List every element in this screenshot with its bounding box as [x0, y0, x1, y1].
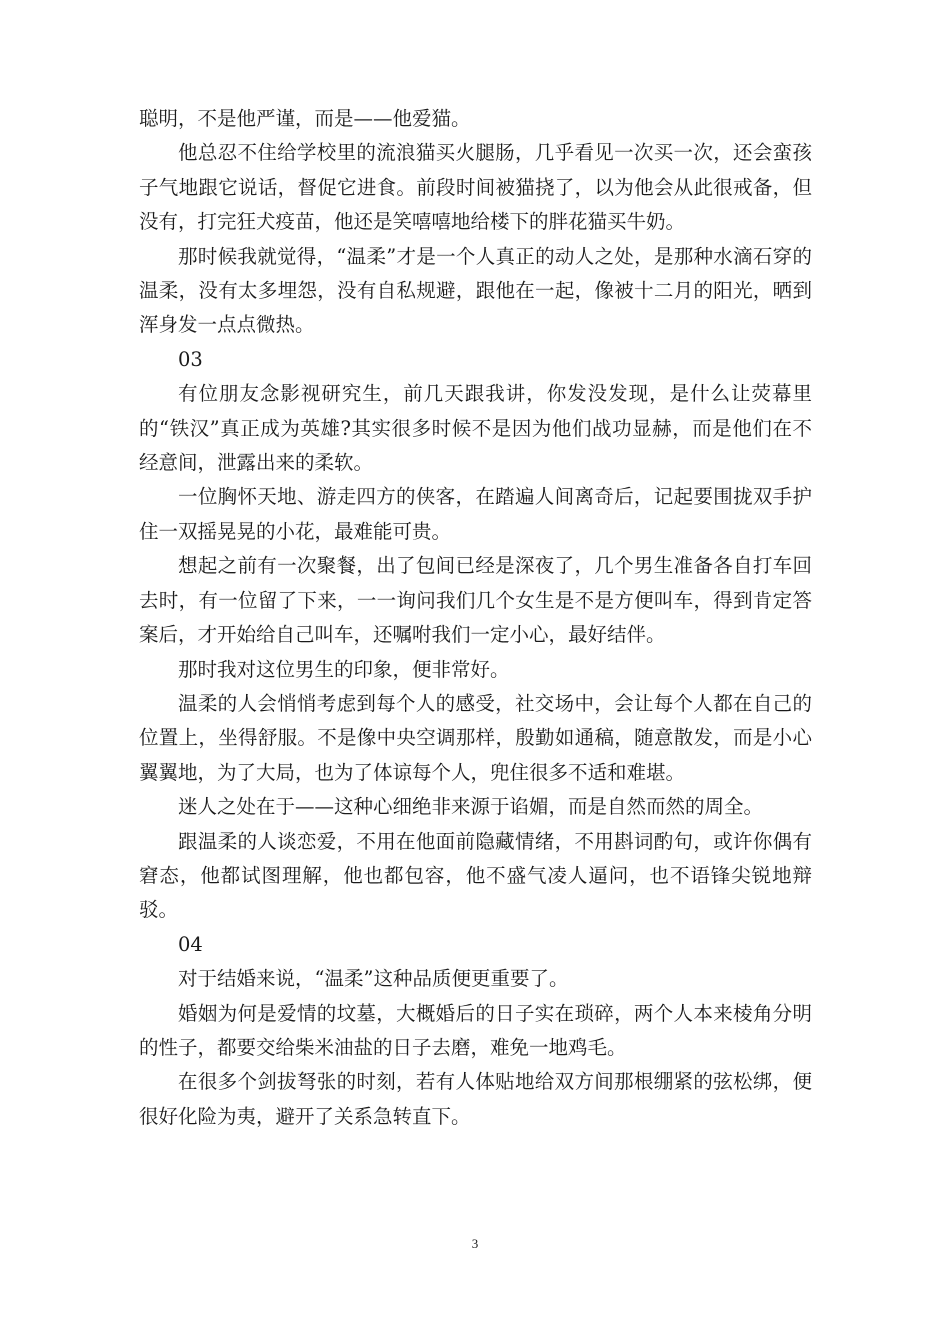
paragraph: 那时候我就觉得，“温柔”才是一个人真正的动人之处，是那种水滴石穿的温柔，没有太多埋怨，没有自私规避，跟他在一起，像被十二月的阳光，晒到浑身发一点点微热。	[139, 244, 812, 337]
paragraph: 他总忍不住给学校里的流浪猫买火腿肠，几乎看见一次买一次，还会蛮孩子气地跟它说话，督促它进食。前段时间被猫挠了，以为他会从此很戒备，但没有，打完狂犬疫苗，他还是笑嘻嘻地给楼下的胖花猫买牛奶。	[139, 141, 812, 234]
paragraph: 想起之前有一次聚餐，出了包间已经是深夜了，几个男生准备各自打车回去时，有一位留了下来，一一询问我们几个女生是不是方便叫车，得到肯定答案后，才开始给自己叫车，还嘱咐我们一定小心，最好结伴。	[139, 554, 812, 647]
paragraph: 婚姻为何是爱情的坟墓，大概婚后的日子实在琐碎，两个人本来棱角分明的性子，都要交给柴米油盐的日子去磨，难免一地鸡毛。	[139, 1001, 812, 1059]
section-number: 03	[178, 347, 203, 371]
paragraph: 对于结婚来说，“温柔”这种品质便更重要了。	[178, 967, 569, 991]
section-number: 04	[178, 932, 203, 956]
paragraph: 一位胸怀天地、游走四方的侠客，在踏遍人间离奇后，记起要围拢双手护住一双摇晃晃的小花，最难能可贵。	[139, 485, 812, 543]
paragraph: 那时我对这位男生的印象，便非常好。	[178, 657, 510, 681]
paragraph: 迷人之处在于——这种心细绝非来源于谄媚，而是自然而然的周全。	[178, 795, 764, 819]
document-body	[139, 102, 812, 1134]
page-number: 3	[471, 1236, 479, 1251]
paragraph: 温柔的人会悄悄考虑到每个人的感受，社交场中，会让每个人都在自己的位置上，坐得舒服。不是像中央空调那样，殷勤如通稿，随意散发，而是小心翼翼地，为了大局，也为了体谅每个人，兜住很多不适和难堪。	[139, 691, 812, 784]
paragraph: 在很多个剑拔弩张的时刻，若有人体贴地给双方间那根绷紧的弦松绑，便很好化险为夷，避开了关系急转直下。	[139, 1070, 812, 1128]
paragraph: 有位朋友念影视研究生，前几天跟我讲，你发没发现，是什么让荧幕里的“铁汉”真正成为英雄?其实很多时候不是因为他们战功显赫，而是他们在不经意间，泄露出来的柔软。	[139, 382, 812, 475]
paragraph: 跟温柔的人谈恋爱，不用在他面前隐藏情绪，不用斟词酌句，或许你偶有窘态，他都试图理解，他也都包容，他不盛气凌人逼问，也不语锋尖锐地辩驳。	[139, 829, 812, 922]
paragraph-continued: 聪明，不是他严谨，而是——他爱猫。	[139, 107, 471, 130]
